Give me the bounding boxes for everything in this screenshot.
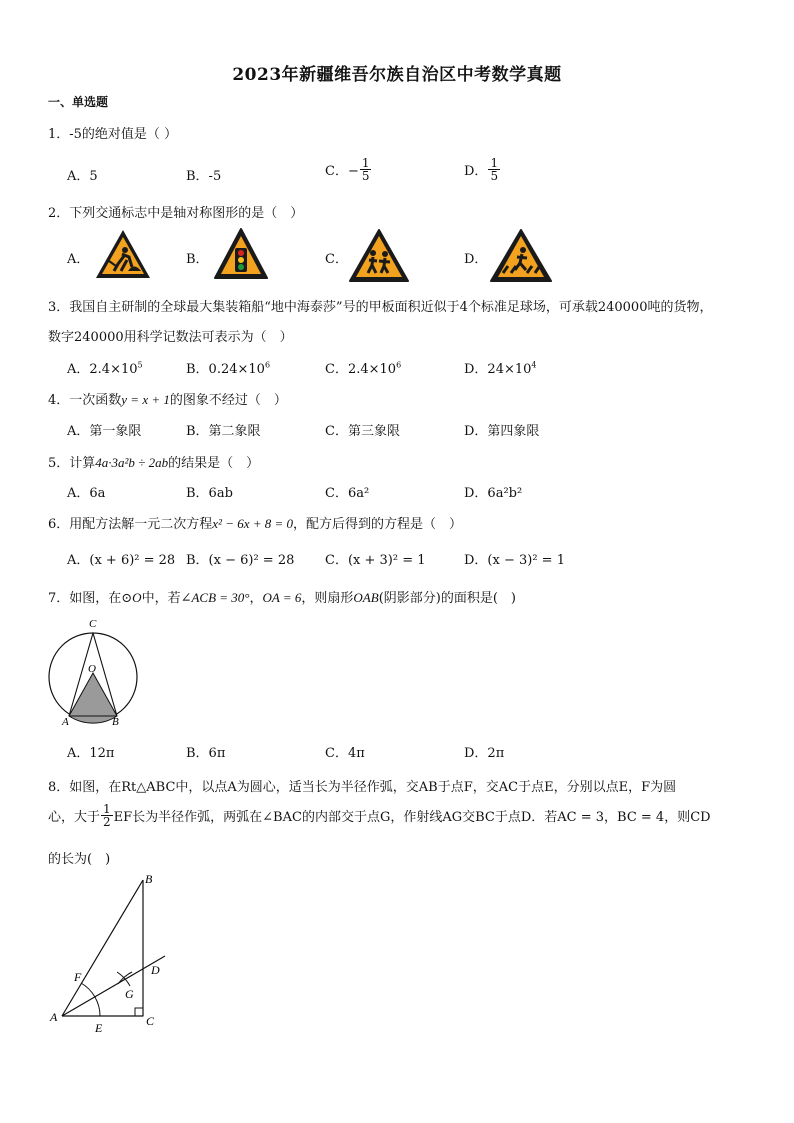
q3-option-b[interactable] [186,358,270,377]
label-d: D [151,963,160,977]
q7-circle: ⊙O [121,590,142,605]
q4-option-d[interactable]: D．第四象限 [464,424,540,439]
q7-circle-figure [40,615,150,730]
question-5-stem [48,452,259,471]
q8-line2-pre: 心，大于 [48,810,101,825]
question-3-line2: 数字240000用科学记数法可表示为（ ） [48,330,293,345]
fraction-numerator: 1 [361,156,370,170]
q5-option-b[interactable]: B．6ab [186,486,233,501]
page-title: 2023年新疆维吾尔族自治区中考数学真题 [232,65,562,85]
label-c: C [89,618,97,630]
q7-oa: OA = 6 [262,590,302,605]
sign-children-crossing-icon [348,228,410,284]
q7-s2: 中，若 [141,591,181,606]
q1-option-b[interactable]: B．-5 [186,169,222,184]
label-a: A [50,1010,58,1024]
fraction-denominator: 2 [103,815,111,829]
question-1-stem: 1．-5的绝对值是（ ） [48,127,178,142]
q1-option-a[interactable]: A．5 [67,169,98,184]
q7-s1: 7．如图，在 [48,591,122,606]
q6-option-c[interactable]: C．(x + 3)² = 1 [325,553,426,568]
fraction-numerator: 1 [103,802,111,816]
q4-option-c[interactable]: C．第三象限 [325,424,400,439]
q4-expression: y = x + 1 [121,392,170,407]
q7-option-b[interactable]: B．6π [186,746,226,761]
q5-option-a[interactable]: A．6a [67,486,106,501]
fraction-numerator: 1 [490,156,499,170]
q7-option-a[interactable]: A．12π [67,746,115,761]
q8-triangle-figure [45,868,175,1038]
q6-option-b[interactable]: B．(x − 6)² = 28 [186,553,295,568]
q8-half-fraction [101,803,113,828]
q1-option-d[interactable] [464,157,501,182]
label-b: B [145,872,153,886]
q2-option-c[interactable]: C． [325,252,348,267]
q3-option-c-exponent: 6 [396,360,402,370]
fraction-denominator: 5 [361,169,370,183]
label-o: O [88,663,96,675]
q1-option-d-fraction [488,157,500,182]
sign-roadworks-icon [94,228,152,280]
q7-s5: (阴影部分)的面积是( ) [378,591,516,606]
q1-option-c[interactable] [325,157,372,182]
section-heading: 一、单选题 [48,95,109,109]
sign-pedestrian-crossing-icon [489,228,553,284]
q3-option-a[interactable] [67,358,143,377]
q7-s4: ，则扇形 [301,591,354,606]
q1-option-d-prefix: D． [464,164,488,179]
q2-option-b[interactable]: B． [186,252,209,267]
q2-option-d[interactable]: D． [464,252,488,267]
label-a: A [62,716,69,728]
q7-sector: OAB [353,590,379,605]
q7-option-c[interactable]: C．4π [325,746,365,761]
q5-pre: 5．计算 [48,456,96,471]
q1-option-c-fraction [360,157,372,182]
question-2-stem: 2．下列交通标志中是轴对称图形的是（ ） [48,206,304,221]
question-3-line1: 3．我国自主研制的全球最大集装箱船“地中海泰莎”号的甲板面积近似于4个标准足球场，可承载240000吨的货物， [48,300,713,315]
q5-option-c[interactable]: C．6a² [325,486,370,501]
q4-post: 的图象不经过（ ） [169,393,287,408]
q5-option-d[interactable]: D．6a²b² [464,486,523,501]
label-c: C [146,1014,155,1028]
question-8-line1: 8．如图，在Rt△ABC中，以点A为圆心，适当长为半径作弧，交AB于点F，交AC于点E，分别以点E，F为圆 [48,780,677,795]
q1-option-c-prefix: C．− [325,164,359,179]
label-f: F [74,970,82,984]
q2-option-a[interactable]: A． [67,252,90,267]
question-6-stem [48,513,462,532]
q4-option-b[interactable]: B．第二象限 [186,424,261,439]
question-8-line3: 的长为( ) [48,852,111,867]
q3-option-b-exponent: 6 [264,360,271,370]
q7-angle: ∠ACB = 30° [180,590,250,605]
q3-option-a-base: A．2.4×10 [67,362,138,377]
q3-option-b-base: B．0.24×10 [186,362,265,377]
q7-option-d[interactable]: D．2π [464,746,505,761]
sign-traffic-light-icon [213,227,269,281]
question-4-stem [48,389,287,408]
label-b: B [112,716,119,728]
q3-option-c[interactable] [325,358,401,377]
q5-post: 的结果是（ ） [168,456,260,471]
q3-option-d[interactable] [464,358,537,377]
q6-expression: x² − 6x + 8 = 0 [212,516,294,531]
q5-expression: 4a·3a²b ÷ 2ab [95,455,169,470]
q8-line2-post: EF长为半径作弧，两弧在∠BAC的内部交于点G，作射线AG交BC于点D．若AC = 3，BC = 4，则CD [113,810,711,825]
q6-option-d[interactable]: D．(x − 3)² = 1 [464,553,565,568]
q3-option-d-exponent: 4 [531,360,537,370]
label-g: G [125,987,134,1001]
q7-s3: ， [249,591,263,606]
q6-post: ，配方后得到的方程是（ ） [293,517,463,532]
q4-option-a[interactable]: A．第一象限 [67,424,142,439]
q4-pre: 4．一次函数 [48,393,122,408]
fraction-denominator: 5 [490,169,499,183]
q3-option-c-base: C．2.4×10 [325,362,397,377]
q6-pre: 6．用配方法解一元二次方程 [48,517,213,532]
label-e: E [95,1021,103,1035]
q6-option-a[interactable]: A．(x + 6)² = 28 [67,553,176,568]
q3-option-a-exponent: 5 [137,360,143,370]
question-7-stem [48,587,516,606]
question-8-line2 [48,803,711,828]
q3-option-d-base: D．24×10 [464,362,532,377]
